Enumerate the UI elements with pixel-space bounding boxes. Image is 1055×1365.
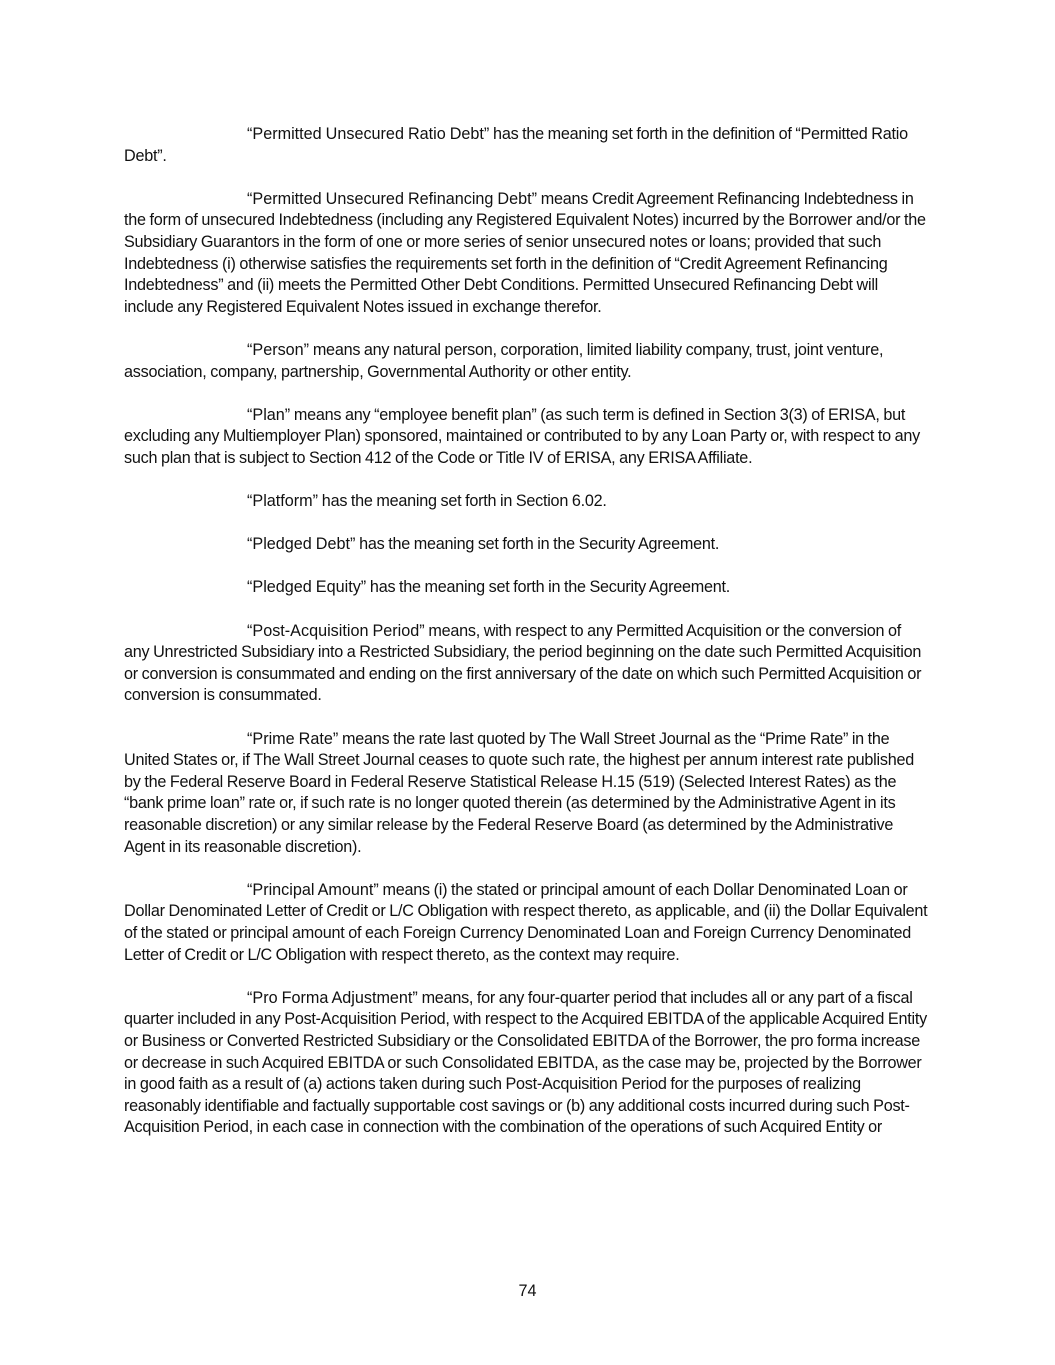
defined-term: “Platform” xyxy=(247,492,319,511)
defined-term: “Prime Rate” xyxy=(247,729,339,748)
defined-term: “Permitted Unsecured Ratio Debt” xyxy=(247,125,490,143)
definition-post-acquisition-period xyxy=(124,621,930,707)
definition-principal-amount xyxy=(124,880,930,966)
definition-pro-forma-adjustment xyxy=(124,988,930,1139)
definition-text: means Credit Agreement Refinancing Indebtedness in the form of unsecured Indebtedness (including any Registered Equivalent Notes) incurred by the Borrower and/or the Subsidiary Guarantors in the form of one or more series of senior unsecured notes or loans; provided that such Indebtedness (i) otherwise satisfies the requirements set forth in the definition of “Credit Agreement Refinancing Indebtedness” and (ii) meets the Permitted Other Debt Conditions. Permitted Unsecured Refinancing Debt will include any Registered Equivalent Notes issued in exchange therefor. xyxy=(124,189,926,316)
definition-prime-rate xyxy=(124,729,930,859)
definition-text: means any natural person, corporation, limited liability company, trust, joint venture, association, company, partnership, Governmental Authority or other entity. xyxy=(124,340,884,381)
defined-term: “Pledged Equity” xyxy=(247,578,367,597)
definition-permitted-unsecured-ratio-debt xyxy=(124,124,930,167)
definition-text: has the meaning set forth in the definition of “Permitted Ratio Debt”. xyxy=(124,125,908,165)
definition-pledged-debt xyxy=(124,534,930,556)
definition-text: means any “employee benefit plan” (as such term is defined in Section 3(3) of ERISA, but excluding any Multiemployer Plan) sponsored, maintained or contributed to by any Loan Party or, with respect to any such plan that is subject to Section 412 of the Code or Title IV of ERISA, any ERISA Affiliate. xyxy=(124,405,920,467)
definition-text: means the rate last quoted by The Wall Street Journal as the “Prime Rate” in the United States or, if The Wall Street Journal ceases to quote such rate, the highest per annum interest rate published by the Federal Reserve Board in Federal Reserve Statistical Release H.15 (519) (Selected Interest Rates) as the “bank prime loan” rate or, if such rate is no longer quoted therein (as determined by the Administrative Agent in its reasonable discretion) or any similar release by the Federal Reserve Board (as determined by the Administrative Agent in its reasonable discretion). xyxy=(124,729,914,856)
definition-permitted-unsecured-refinancing-debt xyxy=(124,189,930,319)
defined-term: “Pledged Debt” xyxy=(247,535,356,554)
defined-term: “Permitted Unsecured Refinancing Debt” xyxy=(247,189,538,208)
definition-text: has the meaning set forth in Section 6.02. xyxy=(318,492,607,511)
definition-text: has the meaning set forth in the Security Agreement. xyxy=(355,535,720,554)
definition-text: has the meaning set forth in the Security Agreement. xyxy=(366,578,730,597)
page-number: 74 xyxy=(518,1282,537,1300)
definition-pledged-equity xyxy=(124,577,930,599)
defined-term: “Plan” xyxy=(247,405,291,424)
definition-person xyxy=(124,340,930,383)
document-body xyxy=(124,124,930,1161)
definition-text: means, with respect to any Permitted Acquisition or the conversion of any Unrestricted Subsidiary into a Restricted Subsidiary, the period beginning on the date such Permitted Acquisition or conversion is consummated and ending on the first anniversary of the date on which such Permitted Acquisition or conversion is consummated. xyxy=(124,621,922,705)
definition-plan xyxy=(124,405,930,470)
defined-term: “Pro Forma Adjustment” xyxy=(247,988,418,1007)
definition-text: means, for any four-quarter period that includes all or any part of a fiscal quarter included in any Post-Acquisition Period, with respect to the Acquired EBITDA of the applicable Acquired Entity or Business or Converted Restricted Subsidiary or the Consolidated EBITDA of the Borrower, the pro forma increase or decrease in such Acquired EBITDA or such Consolidated EBITDA, as the case may be, projected by the Borrower in good faith as a result of (a) actions taken during such Post-Acquisition Period for the purposes of realizing reasonably identifiable and factually supportable cost savings or (b) any additional costs incurred during such Post-Acquisition Period, in each case in connection with the combination of the operations of such Acquired Entity or xyxy=(124,988,927,1137)
definition-platform xyxy=(124,491,930,513)
defined-term: “Principal Amount” xyxy=(247,880,379,899)
defined-term: “Person” xyxy=(247,340,310,359)
definition-text: means (i) the stated or principal amount of each Dollar Denominated Loan or Dollar Denominated Letter of Credit or L/C Obligation with respect thereto, as applicable, and (ii) the Dollar Equivalent of the stated or principal amount of each Foreign Currency Denominated Loan and Foreign Currency Denominated Letter of Credit or L/C Obligation with respect thereto, as the context may require. xyxy=(124,880,928,964)
defined-term: “Post-Acquisition Period” xyxy=(247,621,425,640)
